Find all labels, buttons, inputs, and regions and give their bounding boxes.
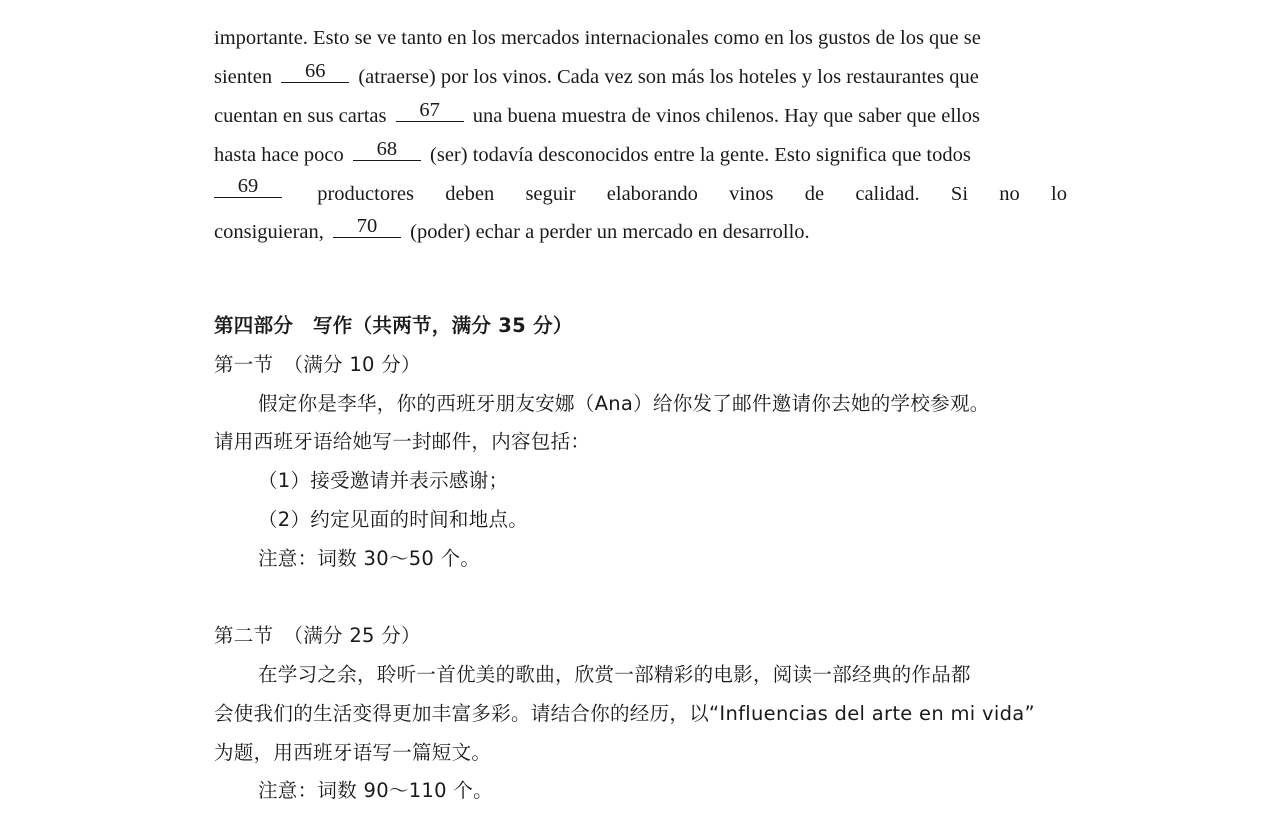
- section2-intro-line3: 为题，用西班牙语写一篇短文。: [214, 741, 492, 764]
- section2-intro-line1: 在学习之余，聆听一首优美的歌曲，欣赏一部精彩的电影，阅读一部经典的作品都: [258, 663, 971, 686]
- reading-text: una buena muestra de vinos chilenos. Hay que saber que ellos: [472, 105, 980, 127]
- reading-line-2: [214, 58, 1067, 97]
- blank-66: 66: [281, 60, 349, 83]
- reading-text: importante. Esto se ve tanto en los mercados internacionales como en los gustos de los que se: [214, 27, 981, 49]
- reading-text: (poder) echar a perder un mercado en desarrollo.: [410, 221, 810, 243]
- word: Si: [950, 183, 969, 205]
- word: seguir: [525, 183, 576, 205]
- section1-item-2: （2）约定见面的时间和地点。: [258, 508, 529, 531]
- reading-text: hasta hace poco: [214, 144, 344, 166]
- part-title: 第四部分 写作（共两节，满分 35 分）: [214, 314, 573, 337]
- word: calidad.: [855, 183, 920, 205]
- reading-line-1: [214, 19, 1067, 58]
- reading-text: (atraerse) por los vinos. Cada vez son más los hoteles y los restaurantes que: [358, 66, 979, 88]
- word: vinos: [729, 183, 774, 205]
- section1-item-1: （1）接受邀请并表示感谢；: [258, 469, 509, 492]
- reading-text: (ser) todavía desconocidos entre la gente. Esto significa que todos: [430, 144, 971, 166]
- word: de: [804, 183, 825, 205]
- word: lo: [1051, 183, 1067, 205]
- reading-line-6: [214, 213, 1067, 252]
- section1-heading: 第一节 （满分 10 分）: [214, 353, 421, 376]
- blank-68: 68: [353, 138, 421, 161]
- reading-text: cuentan en sus cartas: [214, 105, 387, 127]
- section2-heading: 第二节 （满分 25 分）: [214, 624, 421, 647]
- reading-line-3: [214, 97, 1067, 136]
- word: deben: [445, 183, 495, 205]
- reading-text: consiguieran,: [214, 221, 324, 243]
- reading-line-4: [214, 136, 1067, 175]
- blank-70: 70: [333, 215, 401, 238]
- section1-note: 注意：词数 30～50 个。: [258, 547, 481, 570]
- word: no: [999, 183, 1020, 205]
- blank-67: 67: [396, 99, 464, 122]
- reading-text: sienten: [214, 66, 273, 88]
- section2-intro-line2: 会使我们的生活变得更加丰富多彩。请结合你的经历，以“Influencias del arte en mi vida”: [214, 702, 1035, 725]
- reading-line-5: [214, 175, 1067, 214]
- section1-intro-line2: 请用西班牙语给她写一封邮件，内容包括：: [214, 430, 591, 453]
- section1-intro-line1: 假定你是李华，你的西班牙朋友安娜（Ana）给你发了邮件邀请你去她的学校参观。: [258, 392, 990, 415]
- word: elaborando: [606, 183, 698, 205]
- blank-69: 69: [214, 175, 282, 198]
- word: productores: [317, 183, 415, 205]
- section2-note: 注意：词数 90～110 个。: [258, 779, 493, 802]
